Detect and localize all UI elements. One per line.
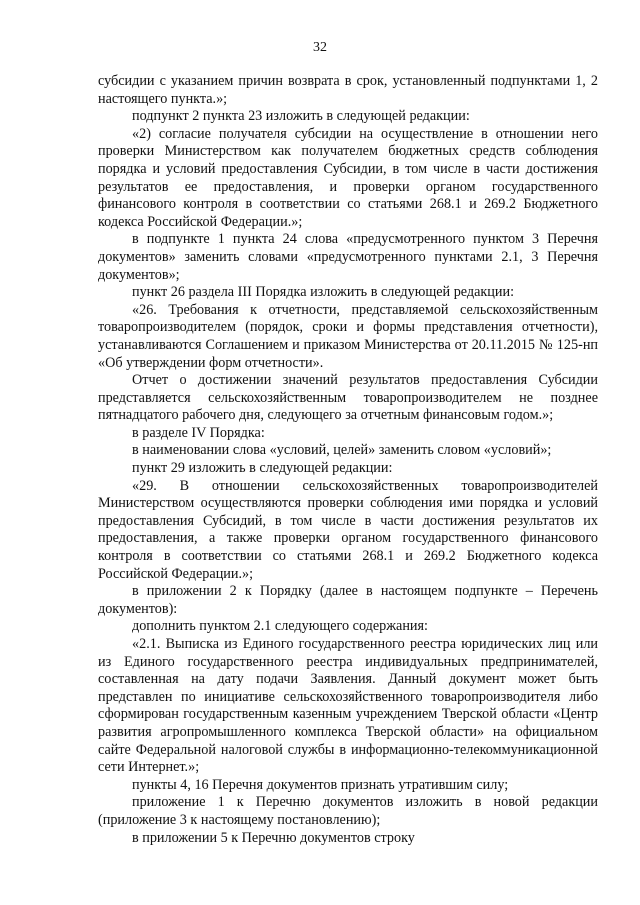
paragraph: дополнить пунктом 2.1 следующего содержания:	[132, 618, 428, 635]
paragraph: в приложении 5 к Перечню документов строку	[132, 829, 415, 846]
paragraph: пункт 26 раздела III Порядка изложить в следующей редакции:	[132, 284, 515, 301]
paragraph: «2) согласие получателя субсидии на осуществление в отношении него проверки Министерством как получателем бюджетных средств соблюдения порядка и условий предоставления Субсидии, в том числе в части достижения результатов ее предоставления, и проверки органом государственного финансового контроля в соответствии со статьями 268.1 и 269.2 Бюджетного кодекса Российской Федерации.»;	[98, 125, 598, 230]
document-body	[98, 73, 598, 847]
paragraph: приложение 1 к Перечню документов изложить в новой редакции (приложение 3 к настоящему постановлению);	[98, 794, 598, 828]
paragraph: «2.1. Выписка из Единого государственного реестра юридических лиц или из Единого государственного реестра индивидуальных предпринимателей, составленная на дату подачи Заявления. Данный документ может быть представлен по инициативе сельскохозяйственного товаропроизводителя либо сформирован государственным казенным учреждением Тверской области «Центр развития агропромышленного комплекса Тверской области» на официальном сайте Федеральной налоговой службы в информационно-телекоммуникационной сети Интернет.»;	[98, 636, 598, 776]
paragraph: пункт 29 изложить в следующей редакции:	[132, 460, 393, 477]
page-number: 32	[313, 40, 327, 55]
paragraph: в разделе IV Порядка:	[132, 424, 265, 441]
paragraph: в подпункте 1 пункта 24 слова «предусмотренного пунктом 3 Перечня документов» заменить словами «предусмотренного пунктами 2.1, 3 Перечня документов»;	[98, 231, 598, 283]
paragraph: Отчет о достижении значений результатов предоставления Субсидии представляется сельскохозяйственным товаропроизводителем не позднее пятнадцатого рабочего дня, следующего за отчетным финансовым годом.»;	[98, 372, 598, 424]
paragraph: «26. Требования к отчетности, представляемой сельскохозяйственным товаропроизводителем (порядок, сроки и формы представления отчетности), устанавливаются Соглашением и приказом Министерства от 20.11.2015 № 125-нп «Об утверждении форм отчетности».	[98, 301, 598, 371]
paragraph: в приложении 2 к Порядку (далее в настоящем подпункте – Перечень документов):	[98, 583, 598, 617]
paragraph: в наименовании слова «условий, целей» заменить словом «условий»;	[132, 442, 552, 459]
paragraph: подпункт 2 пункта 23 изложить в следующей редакции:	[132, 108, 470, 125]
paragraph: пункты 4, 16 Перечня документов признать утратившим силу;	[132, 776, 509, 793]
paragraph: субсидии с указанием причин возврата в срок, установленный подпунктами 1, 2 настоящего пункта.»;	[98, 73, 598, 107]
paragraph: «29. В отношении сельскохозяйственных товаропроизводителей Министерством осуществляются проверки соблюдения ими порядка и условий предоставления Субсидий, в том числе в части достижения результатов их предоставления, а также проверки органом государственного финансового контроля в соответствии со статьями 268.1 и 269.2 Бюджетного кодекса Российской Федерации.»;	[98, 477, 598, 582]
